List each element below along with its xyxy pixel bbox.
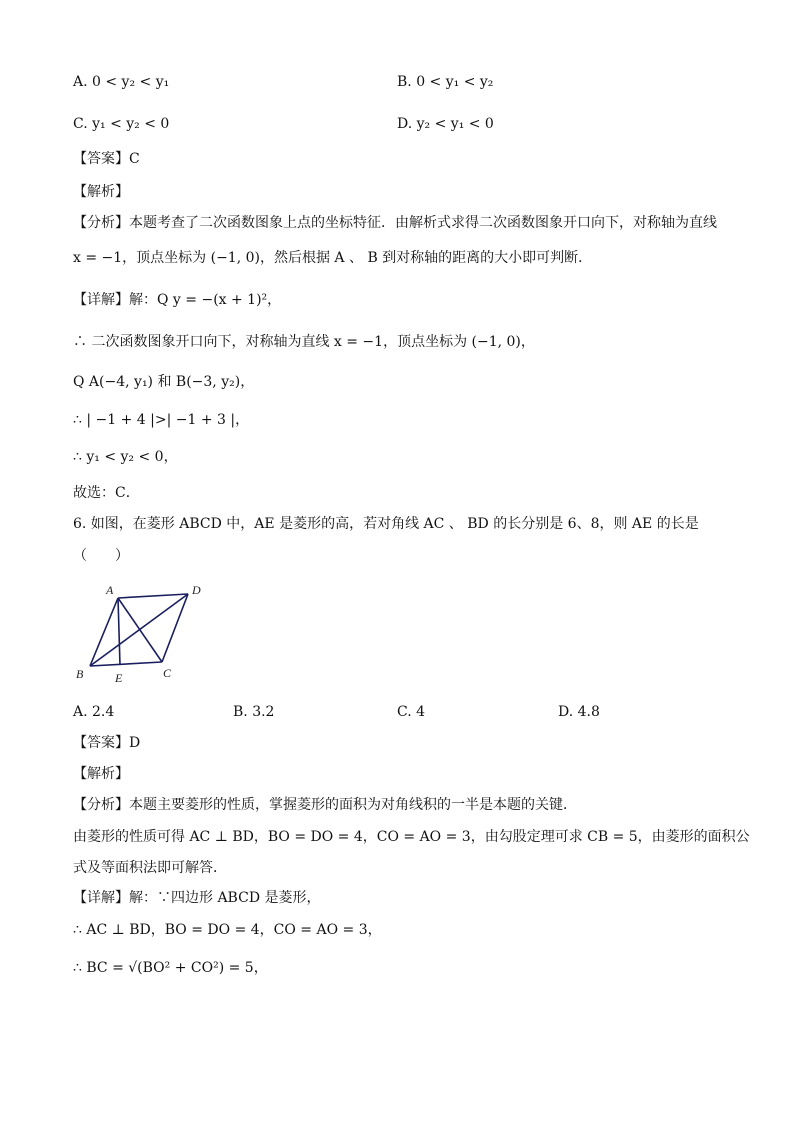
q6-stem-line-2: （ ） <box>73 548 129 564</box>
label-e: E <box>115 671 123 685</box>
q6-option-c: C. 4 <box>397 704 426 720</box>
q5-detail-line-5: ∴ y₁ < y₂ < 0， <box>73 449 178 465</box>
q6-analysis-line-2: 由菱形的性质可得 AC ⊥ BD，BO = DO = 4，CO = AO = 3，由勾股定理可求 CB = 5，由菱形的面积公 <box>73 829 750 845</box>
q6-option-d: D. 4.8 <box>558 704 600 720</box>
q5-option-b: B. 0 < y₁ < y₂ <box>397 74 494 90</box>
q6-option-b: B. 3.2 <box>233 704 275 720</box>
q5-option-a: A. 0 < y₂ < y₁ <box>73 74 170 90</box>
q6-stem-line-1: 6. 如图，在菱形 ABCD 中，AE 是菱形的高，若对角线 AC 、 BD 的长分别是 6、8，则 AE 的长是 <box>73 516 699 532</box>
q6-detail-line-2: ∴ AC ⊥ BD，BO = DO = 4，CO = AO = 3， <box>73 922 382 938</box>
q5-detail-line-2: ∴ 二次函数图象开口向下，对称轴为直线 x = −1，顶点坐标为 (−1, 0)， <box>73 334 535 350</box>
q6-answer: 【答案】D <box>73 735 141 751</box>
q6-analysis-line-3: 式及等面积法即可解答． <box>73 860 227 876</box>
q5-option-d: D. y₂ < y₁ < 0 <box>397 116 494 132</box>
q5-detail-line-1: 【详解】解：Q y = −(x + 1)²， <box>73 292 282 308</box>
q6-detail-line-1: 【详解】解：∵四边形 ABCD 是菱形， <box>73 890 321 906</box>
height-ae <box>118 598 120 665</box>
q5-detail-line-6: 故选：C． <box>73 485 140 501</box>
side-bc <box>90 662 162 666</box>
q5-analysis-heading: 【解析】 <box>73 184 129 200</box>
q6-analysis-heading: 【解析】 <box>73 766 129 782</box>
q5-detail-line-3: Q A(−4, y₁) 和 B(−3, y₂)， <box>73 374 255 390</box>
q5-detail-line-4: ∴ | −1 + 4 |>| −1 + 3 |， <box>73 412 250 428</box>
label-d: D <box>192 583 201 597</box>
label-c: C <box>163 666 172 680</box>
rhombus-figure <box>70 578 210 686</box>
q5-option-c: C. y₁ < y₂ < 0 <box>73 116 170 132</box>
side-ad <box>118 594 188 598</box>
q5-analysis-line-1: 【分析】本题考查了二次函数图象上点的坐标特征．由解析式求得二次函数图象开口向下，对称轴为直线 <box>73 215 717 231</box>
q5-answer: 【答案】C <box>73 151 140 167</box>
q6-option-a: A. 2.4 <box>73 704 115 720</box>
q6-analysis-line-1: 【分析】本题主要菱形的性质，掌握菱形的面积为对角线积的一半是本题的关键． <box>73 797 577 813</box>
label-b: B <box>76 667 84 681</box>
label-a: A <box>106 583 114 597</box>
q6-detail-line-3: ∴ BC = √(BO² + CO²) = 5， <box>73 960 268 976</box>
q5-analysis-line-2: x = −1，顶点坐标为 (−1, 0)，然后根据 A 、 B 到对称轴的距离的大小即可判断． <box>73 250 593 266</box>
